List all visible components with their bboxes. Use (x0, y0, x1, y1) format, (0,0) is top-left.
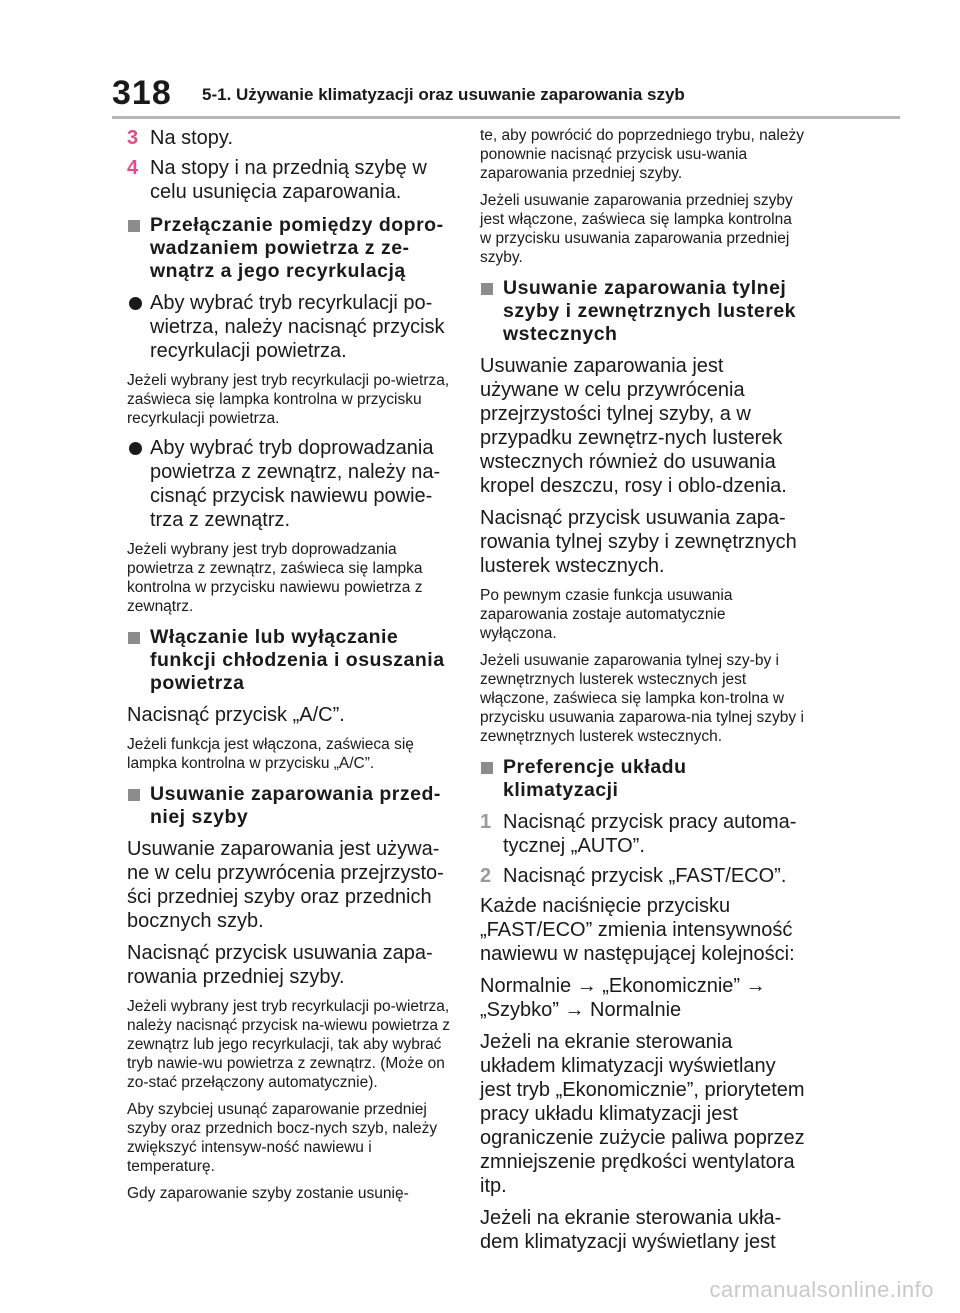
bullet-dot-icon (129, 442, 142, 455)
section-heading-front-defog (127, 783, 452, 829)
body-text: Usuwanie zaparowania jest używa-ne w celu przywrócenia przejrzysto-ści przedniej szyby oraz przednich bocznych szyb. (127, 838, 444, 932)
section-heading-preferences (480, 756, 805, 802)
bullet-item (127, 291, 452, 363)
step-text: Nacisnąć przycisk „FAST/ECO”. (503, 865, 787, 887)
heading-text: Preferencje układu klimatyzacji (503, 756, 687, 801)
note-text: Gdy zaparowanie szyby zostanie usunię- (127, 1185, 409, 1202)
bullet-dot-icon (129, 297, 142, 310)
body-text: Nacisnąć przycisk usuwania zapa-rowania tylnej szyby i zewnętrznych lusterek wstecznych. (480, 507, 797, 577)
square-bullet-icon (481, 762, 493, 774)
step-text: Na stopy. (150, 127, 233, 149)
step-1 (480, 810, 805, 858)
watermark: carmanualsonline.info (709, 1277, 934, 1302)
section-heading-recirculation (127, 214, 452, 283)
step-4 (127, 156, 452, 204)
square-bullet-icon (481, 283, 493, 295)
note-text: Jeżeli wybrany jest tryb recyrkulacji po-wietrza, należy nacisnąć przycisk na-wiewu powietrza z zewnątrz lub jego recyrkulacji, tak aby wybrać tryb nawie-wu powietrza z zewnątrz. (Może on zo-stać przełączony automatycznie). (127, 998, 451, 1091)
body-text: Nacisnąć przycisk usuwania zapa-rowania przedniej szyby. (127, 942, 433, 988)
step-text: Nacisnąć przycisk pracy automa-tycznej „AUTO”. (503, 811, 797, 857)
step-2 (480, 864, 805, 888)
section-heading-ac (127, 626, 452, 695)
bullet-text: Aby wybrać tryb recyrkulacji po-wietrza, należy nacisnąć przycisk recyrkulacji powietrza. (150, 292, 445, 362)
note-text: Jeżeli wybrany jest tryb recyrkulacji po-wietrza, zaświeca się lampka kontrolna w przycisku recyrkulacji powietrza. (127, 372, 450, 427)
note-text: Aby szybciej usunąć zaparowanie przedniej szyby oraz przednich bocz-nych szyb, należy zwiększyć intensyw-ność nawiewu i temperaturę. (127, 1101, 438, 1175)
note-text: te, aby powrócić do poprzedniego trybu, należy ponownie nacisnąć przycisk usu-wania zaparowania przedniej szyby. (480, 127, 804, 182)
body-text: Nacisnąć przycisk „A/C”. (127, 704, 345, 726)
bullet-text: Aby wybrać tryb doprowadzania powietrza z zewnątrz, należy na-cisnąć przycisk nawiewu powie-trza z zewnątrz. (150, 437, 441, 531)
square-bullet-icon (128, 789, 140, 801)
note-text: Jeżeli funkcja jest włączona, zaświeca się lampka kontrolna w przycisku „A/C”. (127, 736, 414, 772)
body-text: Normalnie → „Ekonomicznie” → „Szybko” → Normalnie (480, 975, 766, 1021)
step-number: 2 (480, 865, 492, 887)
heading-text: Usuwanie zaparowania przed-niej szyby (150, 783, 441, 828)
section-heading-rear-defog (480, 277, 805, 346)
step-number: 3 (127, 127, 139, 149)
left-column (127, 126, 452, 1211)
bullet-item (127, 436, 452, 532)
note-text: Jeżeli usuwanie zaparowania tylnej szy-by i zewnętrznych lusterek wstecznych jest włączone, zaświeca się lampka kon-trolna w przycisku usuwania zaparowa-nia tylnej szyby i zewnętrznych lusterek wstecznych. (480, 652, 804, 745)
body-text: Każde naciśnięcie przycisku „FAST/ECO” zmienia intensywność nawiewu w następującej kolejności: (480, 895, 795, 965)
step-number: 4 (127, 157, 139, 179)
step-number: 1 (480, 811, 492, 833)
step-3 (127, 126, 452, 150)
heading-text: Przełączanie pomiędzy dopro-wadzaniem powietrza z ze-wnątrz a jego recyrkulacją (150, 214, 444, 282)
header-divider (112, 116, 900, 119)
step-text: Na stopy i na przednią szybę w celu usunięcia zaparowania. (150, 157, 427, 203)
section-title: 5-1. Używanie klimatyzacji oraz usuwanie zaparowania szyb (202, 85, 685, 104)
body-text: Usuwanie zaparowania jest używane w celu przywrócenia przejrzystości tylnej szyby, a w przypadku zewnętrz-nych lusterek wstecznych również do usuwania kropel deszczu, rosy i oblo-dzenia. (480, 355, 787, 497)
note-text: Jeżeli usuwanie zaparowania przedniej szyby jest włączone, zaświeca się lampka kontrolna w przycisku usuwania zaparowania przedniej szyby. (480, 192, 793, 266)
right-column (480, 126, 805, 1262)
note-text: Jeżeli wybrany jest tryb doprowadzania powietrza z zewnątrz, zaświeca się lampka kontrolna w przycisku nawiewu powietrza z zewnątrz. (127, 541, 423, 615)
heading-text: Włączanie lub wyłączanie funkcji chłodzenia i osuszania powietrza (150, 626, 445, 694)
body-text: Jeżeli na ekranie sterowania ukła-dem klimatyzacji wyświetlany jest (480, 1207, 782, 1253)
note-text: Po pewnym czasie funkcja usuwania zaparowania zostaje automatycznie wyłączona. (480, 587, 733, 642)
page-number: 318 (112, 74, 172, 112)
square-bullet-icon (128, 632, 140, 644)
square-bullet-icon (128, 220, 140, 232)
body-text: Jeżeli na ekranie sterowania układem klimatyzacji wyświetlany jest tryb „Ekonomicznie”, priorytetem pracy układu klimatyzacji jest ograniczenie zużycie paliwa poprzez zmniejszenie prędkości wentylatora itp. (480, 1031, 805, 1197)
heading-text: Usuwanie zaparowania tylnej szyby i zewnętrznych lusterek wstecznych (503, 277, 797, 345)
